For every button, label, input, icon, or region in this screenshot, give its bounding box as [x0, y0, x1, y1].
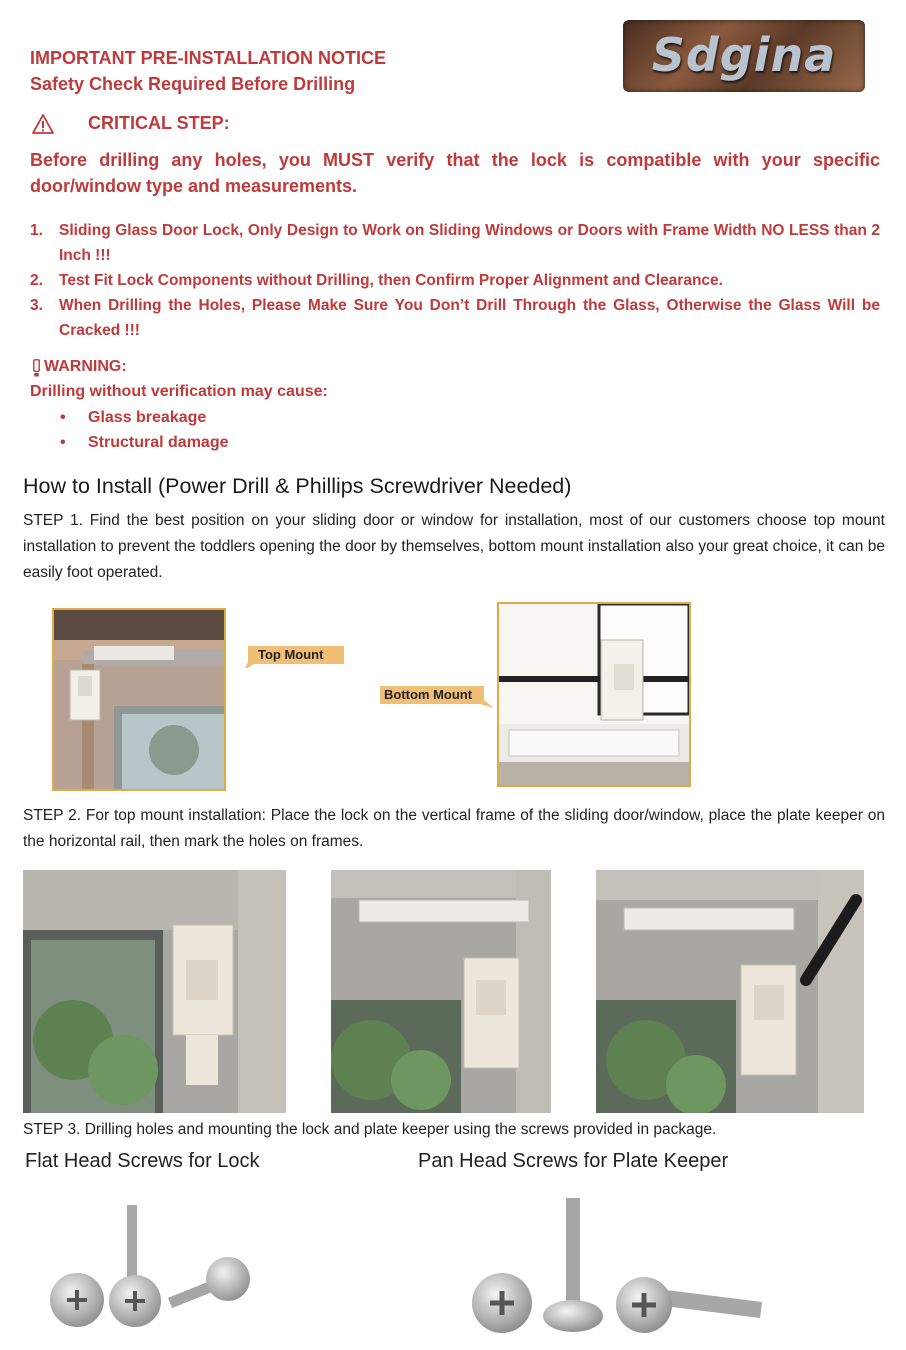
step2-photo-lock — [23, 870, 286, 1113]
bottom-mount-label: Bottom Mount — [384, 687, 473, 702]
bottom-mount-tag — [380, 684, 494, 708]
list-item: 3. When Drilling the Holes, Please Make Sure You Don’t Drill Through the Glass, Otherwise the Glass Will be Cracked !!! — [30, 297, 880, 339]
notice-subtitle: Safety Check Required Before Drilling — [30, 74, 356, 94]
warning-list — [30, 405, 228, 455]
flat-head-label: Flat Head Screws for Lock — [25, 1150, 260, 1172]
pan-head-screws-photo — [466, 1190, 766, 1345]
brand-logo-text: Sdgina — [651, 28, 837, 82]
list-item: • Glass breakage — [30, 405, 228, 430]
precheck-list — [30, 218, 880, 343]
step2-photo-keeper — [331, 870, 551, 1113]
bottom-mount-photo — [497, 602, 691, 787]
list-item: 1. Sliding Glass Door Lock, Only Design to Work on Sliding Windows or Doors with Frame Width NO LESS than 2 Inch !!! — [30, 222, 880, 264]
flat-head-screws-photo — [40, 1195, 280, 1345]
exclamation-icon — [33, 359, 40, 377]
step2-text: STEP 2. For top mount installation: Place the lock on the vertical frame of the sliding door/window, place the plate keeper on the horizontal rail, then mark the holes on frames. — [23, 807, 885, 850]
critical-step-label: CRITICAL STEP: — [88, 113, 230, 133]
warning-triangle-icon — [32, 114, 54, 134]
pan-head-label: Pan Head Screws for Plate Keeper — [418, 1150, 729, 1172]
warning-title: WARNING: — [44, 358, 127, 375]
top-mount-photo — [52, 608, 226, 791]
install-heading: How to Install (Power Drill & Phillips Screwdriver Needed) — [23, 474, 572, 498]
step2-photo-marking — [596, 870, 864, 1113]
notice-title: IMPORTANT PRE-INSTALLATION NOTICE — [30, 48, 386, 68]
list-item: • Structural damage — [30, 430, 228, 455]
step1-text: STEP 1. Find the best position on your sliding door or window for installation, most of our customers choose top mount installation to prevent the toddlers opening the door by themselves, bottom mount installation also your great choice, it can be easily foot operated. — [23, 512, 885, 581]
critical-step-text: Before drilling any holes, you MUST verify that the lock is compatible with your specific door/window type and measurements. — [30, 150, 880, 196]
warning-subtitle: Drilling without verification may cause: — [30, 383, 328, 400]
list-item: 2. Test Fit Lock Components without Drilling, then Confirm Proper Alignment and Clearance. — [30, 272, 723, 289]
brand-logo — [623, 20, 865, 92]
step3-text: STEP 3. Drilling holes and mounting the lock and plate keeper using the screws provided in package. — [23, 1121, 717, 1138]
top-mount-tag — [244, 644, 346, 668]
top-mount-label: Top Mount — [258, 647, 324, 662]
